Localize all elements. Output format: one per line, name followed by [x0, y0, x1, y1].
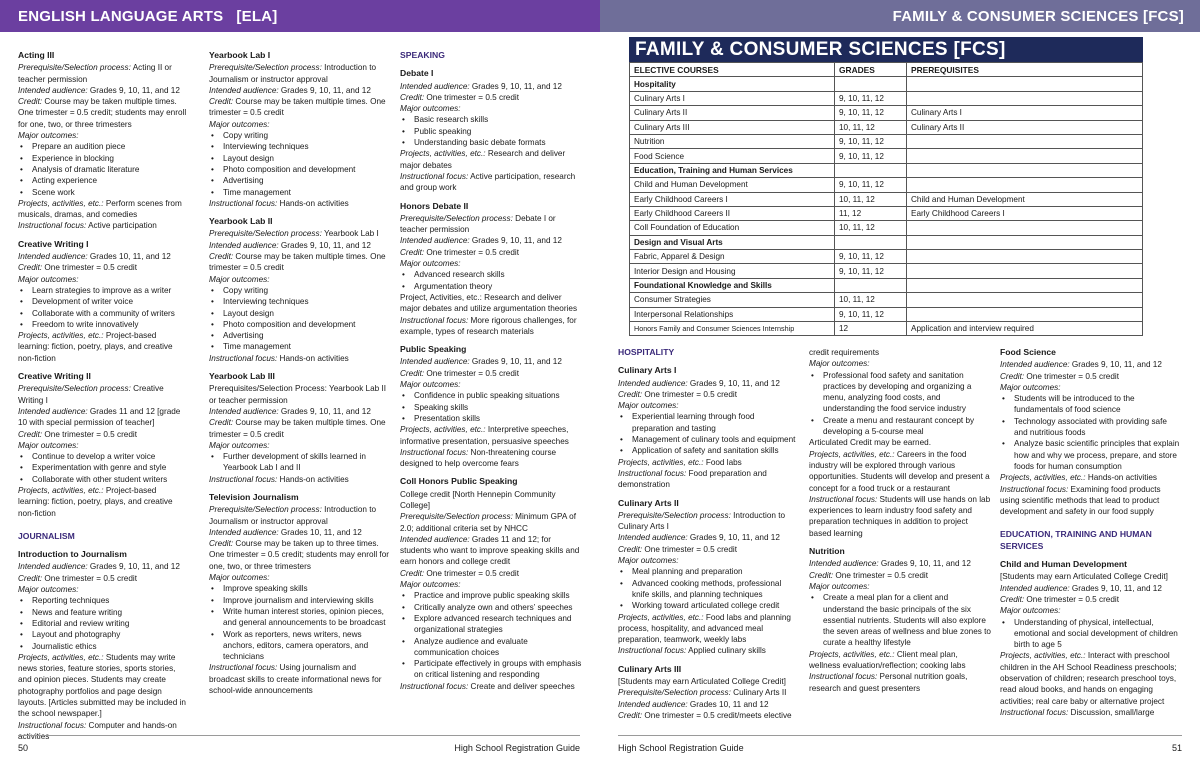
outcome-list — [400, 114, 582, 148]
ela-column-3: SPEAKING Debate I Intended audience: Grades 9, 10, 11, and 12 Credit: One trimester = 0.5 credit Major outcomes: • Basic research skills • Public speaking • Understanding basic debate formats Projects, activities, etc.: Research and deliver major debates Instructional focus: Active participation, research and group work Honors Debate II Prerequisite/Selection process: Debate I or teacher permission Intended audience: Grades 9, 10, 11, and 12 Credit: One trimester = 0.5 credit Major outcomes: • Advanced research skills • Argumentation theory Project, Activities, etc.: Research and deliver major debates and utilize argumentation theories Instructional focus: More rigorous challenges, for example, types of research materials Public Speaking Intended audience: Grades 9, 10, 11, and 12 Credit: One trimester = 0.5 credit Major outcomes: • Confidence in public speaking situations • Speaking skills • Presentation skills Projects, activities, etc.: Interpretive speeches, informative presentation, persuasive speeches Instructional focus: Non-threatening course designed to help overcome fears Coll Honors Public Speaking College credit [North Hennepin Community College] Prerequisite/Selection process: Minimum GPA of 2.0; additional criteria set by NHCC Intended audience: Grades 11 and 12; for students who want to improve speaking skills and earn honors and college credit Credit: One trimester = 0.5 credit Major outcomes: • Practice and improve public speaking skills • Critically analyze own and others’ speeches • Explore advanced research techniques and organizational strategies • Analyze audience and evaluate communication choices • Participate effectively in groups with emphasis on critical listening and responding Instructional focus: Create and deliver speeches — [400, 50, 582, 692]
outcome-list — [209, 130, 389, 198]
fcs-table-body — [630, 77, 1143, 336]
course-title: Creative Writing I — [18, 238, 89, 249]
list-item: • Basic research skills — [400, 114, 582, 125]
course-title: Yearbook Lab I — [209, 50, 271, 60]
list-item: • Layout and photography — [18, 629, 190, 640]
outcome-list — [809, 592, 991, 648]
course-cell: Education, Training and Human Services — [630, 163, 835, 177]
course-cell: Hospitality — [630, 77, 835, 91]
course-cell: Fabric, Apparel & Design — [630, 250, 835, 264]
table-row — [630, 91, 1143, 105]
course-cell: Design and Visual Arts — [630, 235, 835, 249]
table-row — [630, 293, 1143, 307]
page-number: 50 — [18, 742, 29, 753]
course-title: Acting III — [18, 50, 55, 60]
table-row — [630, 322, 1143, 336]
list-item: • Interviewing techniques — [209, 141, 389, 152]
outcome-list — [209, 451, 389, 474]
list-item: • Speaking skills — [400, 402, 582, 413]
course-title: Yearbook Lab III — [209, 371, 275, 382]
list-item: • Experience in blocking — [18, 153, 190, 164]
outcome-list — [1000, 393, 1180, 472]
fcs-course-table-panel — [629, 37, 1143, 336]
grades-cell: 10, 11, 12 — [835, 221, 907, 235]
list-item: • Layout design — [209, 308, 389, 319]
course-title: Coll Honors Public Speaking — [400, 476, 518, 487]
course-title: Culinary Arts I — [618, 365, 677, 376]
list-item: • Presentation skills — [400, 413, 582, 424]
list-item: • Photo composition and development — [209, 319, 389, 330]
list-item: • Freedom to write innovatively — [18, 319, 190, 330]
grades-cell — [835, 278, 907, 292]
list-item: • Management of culinary tools and equipment — [618, 434, 796, 445]
course-title: Nutrition — [809, 546, 845, 557]
footer-guide-title: High School Registration Guide — [618, 742, 744, 753]
table-row — [630, 221, 1143, 235]
table-category-row — [630, 77, 1143, 91]
grades-cell — [835, 77, 907, 91]
list-item: • Further development of skills learned in Yearbook Lab I and II — [209, 451, 389, 474]
list-item: • Interviewing techniques — [209, 296, 389, 307]
outcome-list — [209, 285, 389, 353]
page-number: 51 — [1171, 742, 1182, 753]
grades-cell: 11, 12 — [835, 206, 907, 220]
column-header-prerequisites: PREREQUISITES — [907, 63, 1143, 77]
list-item: • Students will be introduced to the fundamentals of food science — [1000, 393, 1180, 416]
grades-cell: 9, 10, 11, 12 — [835, 178, 907, 192]
course-cell: Culinary Arts I — [630, 91, 835, 105]
fcs-course-table — [629, 62, 1143, 336]
prerequisite-cell: Culinary Arts II — [907, 120, 1143, 134]
fcs-column-1: HOSPITALITY Culinary Arts I Intended audience: Grades 9, 10, 11, and 12 Credit: One trimester = 0.5 credit Major outcomes: • Experiential learning through food preparation and tasting • Management of culinary tools and equipment • Application of safety and sanitation skills Projects, activities, etc.: Food labs Instructional focus: Food preparation and demonstration Culinary Arts II Prerequisite/Selection process: Introduction to Culinary Arts I Intended audience: Grades 9, 10, 11, and 12 Credit: One trimester = 0.5 credit Major outcomes: • Meal planning and preparation • Advanced cooking methods, professional knife skills, and planning techniques • Working toward articulated college credit Projects, activities, etc.: Food labs and planning process, hospitality, and advanced meal preparation, teamwork, weekly labs Instructional focus: Applied culinary skills Culinary Arts III [Students may earn Articulated College Credit] Prerequisite/Selection process: Culinary Arts II Intended audience: Grades 10, 11 and 12 Credit: One trimester = 0.5 credit/meets elective — [618, 347, 796, 721]
list-item: • Practice and improve public speaking skills — [400, 590, 582, 601]
list-item: • Advanced cooking methods, professional knife skills, and planning techniques — [618, 578, 796, 601]
course-title: Introduction to Journalism — [18, 549, 127, 560]
table-row — [630, 106, 1143, 120]
course-cell: Honors Family and Consumer Sciences Internship — [630, 322, 835, 336]
course-cell: Consumer Strategies — [630, 293, 835, 307]
table-row — [630, 120, 1143, 134]
prerequisite-cell: Culinary Arts I — [907, 106, 1143, 120]
table-row — [630, 178, 1143, 192]
fcs-table-title: FAMILY & CONSUMER SCIENCES [FCS] — [629, 37, 1143, 62]
list-item: • Experimentation with genre and style — [18, 462, 190, 473]
list-item: • Analyze basic scientific principles that explain how and why we process, prepare, and store foods for human consumption — [1000, 438, 1180, 472]
footer-guide-title: High School Registration Guide — [454, 742, 580, 753]
list-item: • Working toward articulated college credit — [618, 600, 796, 611]
list-item: • Time management — [209, 341, 389, 352]
table-header-row — [630, 63, 1143, 77]
table-category-row — [630, 163, 1143, 177]
list-item: • Photo composition and development — [209, 164, 389, 175]
list-item: • Scene work — [18, 187, 190, 198]
grades-cell — [835, 163, 907, 177]
fcs-column-3: Food Science Intended audience: Grades 9, 10, 11, and 12 Credit: One trimester = 0.5 credit Major outcomes: • Students will be introduced to the fundamentals of food science • Technology associated with providing safe and nutritious foods • Analyze basic scientific principles that explain how and why we process, prepare, and store foods for human consumption Projects, activities, etc.: Hands-on activities Instructional focus: Examining food products using scientific methods that lead to product development and safety in our food supply EDUCATION, TRAINING AND HUMAN SERVICES Child and Human Development [Students may earn Articulated College Credit] Intended audience: Grades 9, 10, 11, and 12 Credit: One trimester = 0.5 credit Major outcomes: • Understanding of physical, intellectual, emotional and social development of children birth to age 5 Projects, activities, etc.: Interact with preschool children in the AH School Readiness preschools; observation of children; research preschool toys, read aloud books, and hands on engaging activities; real care baby or alternative project Instructional focus: Discussion, small/large — [1000, 347, 1180, 718]
course-title: Culinary Arts III — [618, 663, 682, 674]
column-header-grades: GRADES — [835, 63, 907, 77]
course-title: Honors Debate II — [400, 200, 469, 211]
section-heading-hospitality: HOSPITALITY — [618, 347, 675, 357]
list-item: • Public speaking — [400, 126, 582, 137]
table-row — [630, 307, 1143, 321]
prerequisite-cell — [907, 91, 1143, 105]
outcome-list — [18, 451, 190, 485]
list-item: • Write human interest stories, opinion pieces, and general announcements to be broadcast — [209, 606, 389, 629]
list-item: • Technology associated with providing safe and nutritious foods — [1000, 416, 1180, 439]
list-item: • Learn strategies to improve as a writer — [18, 285, 190, 296]
list-item: • Time management — [209, 187, 389, 198]
list-item: • Advanced research skills — [400, 269, 582, 280]
course-cell: Interior Design and Housing — [630, 264, 835, 278]
table-row — [630, 149, 1143, 163]
prerequisite-cell — [907, 293, 1143, 307]
left-page-footer — [18, 735, 580, 755]
list-item: • Advertising — [209, 330, 389, 341]
section-heading-journalism: JOURNALISM — [18, 530, 75, 541]
grades-cell: 9, 10, 11, 12 — [835, 149, 907, 163]
list-item: • Work as reporters, news writers, news anchors, editors, camera operators, and technicians — [209, 629, 389, 663]
grades-cell: 9, 10, 11, 12 — [835, 307, 907, 321]
course-cell: Nutrition — [630, 134, 835, 148]
prerequisite-cell — [907, 149, 1143, 163]
section-heading-speaking: SPEAKING — [400, 50, 445, 60]
grades-cell — [835, 235, 907, 249]
list-item: • Continue to develop a writer voice — [18, 451, 190, 462]
list-item: • Participate effectively in groups with emphasis on critical listening and responding — [400, 658, 582, 681]
grades-cell: 10, 11, 12 — [835, 120, 907, 134]
list-item: • Collaborate with a community of writers — [18, 308, 190, 319]
list-item: • Create a menu and restaurant concept by developing a 5-course meal — [809, 415, 991, 438]
list-item: • Argumentation theory — [400, 281, 582, 292]
prerequisite-cell — [907, 221, 1143, 235]
ela-header-bar — [0, 0, 600, 32]
prerequisite-cell — [907, 278, 1143, 292]
prerequisite-cell — [907, 178, 1143, 192]
list-item: • Analysis of dramatic literature — [18, 164, 190, 175]
course-cell: Early Childhood Careers I — [630, 192, 835, 206]
table-row — [630, 134, 1143, 148]
outcome-list — [18, 141, 190, 197]
course-title: Child and Human Development — [1000, 559, 1128, 570]
fcs-column-2: credit requirements Major outcomes: • Professional food safety and sanitation practices by developing and organizing a menu, analyzing food costs, and understanding the food service industry • Create a menu and restaurant concept by developing a 5-course meal Articulated Credit may be earned. Projects, activities, etc.: Careers in the food industry will be explored through various opportunities. Students will develop and present a concept for a food truck or a restaurant Instructional focus: Students will use hands on lab experiences to learn industry food safety and preparation techniques in addition to project based learning Nutrition Intended audience: Grades 9, 10, 11, and 12 Credit: One trimester = 0.5 credit Major outcomes: • Create a meal plan for a client and understand the basic principals of the six essential nutrients. Students will also explore the seven areas of wellness and blue zones to curate a healthy lifestyle Projects, activities, etc.: Client meal plan, wellness evaluation/reflection; cooking labs Instructional focus: Personal nutrition goals, research and guest presenters — [809, 347, 991, 694]
ela-column-2: Yearbook Lab I Prerequisite/Selection process: Introduction to Journalism or instructor approval Intended audience: Grades 9, 10, 11, and 12 Credit: Course may be taken multiple times. One trimester = 0.5 credit Major outcomes: • Copy writing • Interviewing techniques • Layout design • Photo composition and development • Advertising • Time management Instructional focus: Hands-on activities Yearbook Lab II Prerequisite/Selection process: Yearbook Lab I Intended audience: Grades 9, 10, 11, and 12 Credit: Course may be taken multiple times. One trimester = 0.5 credit Major outcomes: • Copy writing • Interviewing techniques • Layout design • Photo composition and development • Advertising • Time management Instructional focus: Hands-on activities Yearbook Lab III Prerequisites/Selection Process: Yearbook Lab II or teacher permission Intended audience: Grades 9, 10, 11, and 12 Credit: Course may be taken multiple times. One trimester = 0.5 credit Major outcomes: • Further development of skills learned in Yearbook Lab I and II Instructional focus: Hands-on activities Television Journalism Prerequisite/Selection process: Introduction to Journalism or instructor approval Intended audience: Grades 10, 11, and 12 Credit: Course may be taken up to three times. One trimester = 0.5 credit; students may enroll for one, two, or three trimesters Major outcomes: • Improve speaking skills • Improve journalism and interviewing skills • Write human interest stories, opinion pieces, and general announcements to be broadcast • Work as reporters, news writers, news anchors, editors, camera operators, and technicians Instructional focus: Using journalism and broadcast skills to create informational news for school-wide announcements — [209, 50, 389, 696]
grades-cell: 9, 10, 11, 12 — [835, 106, 907, 120]
list-item: • Experiential learning through food preparation and tasting — [618, 411, 796, 434]
prerequisite-cell — [907, 307, 1143, 321]
list-item: • Advertising — [209, 175, 389, 186]
outcome-list — [400, 590, 582, 680]
grades-cell: 9, 10, 11, 12 — [835, 250, 907, 264]
course-title: Debate I — [400, 68, 434, 79]
list-item: • Confidence in public speaking situations — [400, 390, 582, 401]
list-item: • Improve journalism and interviewing skills — [209, 595, 389, 606]
prerequisite-cell — [907, 264, 1143, 278]
course-cell: Culinary Arts II — [630, 106, 835, 120]
table-category-row — [630, 235, 1143, 249]
course-title: Creative Writing II — [18, 371, 91, 382]
list-item: • Explore advanced research techniques and organizational strategies — [400, 613, 582, 636]
list-item: • Understanding of physical, intellectual, emotional and social development of children birth to age 5 — [1000, 617, 1180, 651]
prerequisite-cell — [907, 163, 1143, 177]
grades-cell: 9, 10, 11, 12 — [835, 91, 907, 105]
outcome-list — [1000, 617, 1180, 651]
table-row — [630, 192, 1143, 206]
outcome-list — [809, 370, 991, 438]
list-item: • Layout design — [209, 153, 389, 164]
list-item: • Copy writing — [209, 130, 389, 141]
list-item: • News and feature writing — [18, 607, 190, 618]
list-item: • Create a meal plan for a client and understand the basic principals of the six essential nutrients. Students will also explore the seven areas of wellness and blue zones to curate a healthy lifestyle — [809, 592, 991, 648]
course-cell: Coll Foundation of Education — [630, 221, 835, 235]
right-page-footer — [618, 735, 1182, 755]
outcome-list — [618, 411, 796, 456]
prerequisite-cell — [907, 250, 1143, 264]
section-heading-education: EDUCATION, TRAINING AND HUMAN SERVICES — [1000, 529, 1152, 551]
course-cell: Food Science — [630, 149, 835, 163]
course-title: Food Science — [1000, 347, 1056, 357]
list-item: • Professional food safety and sanitation practices by developing and organizing a menu, analyzing food costs, and understanding the food service industry — [809, 370, 991, 415]
course-title: Television Journalism — [209, 491, 299, 502]
table-row — [630, 264, 1143, 278]
course-title: Culinary Arts II — [618, 497, 679, 508]
prerequisite-cell — [907, 134, 1143, 148]
list-item: • Analyze audience and evaluate communication choices — [400, 636, 582, 659]
list-item: • Critically analyze own and others’ speeches — [400, 602, 582, 613]
course-title: Yearbook Lab II — [209, 216, 273, 227]
list-item: • Editorial and review writing — [18, 618, 190, 629]
list-item: • Reporting techniques — [18, 595, 190, 606]
outcome-list — [18, 595, 190, 651]
prerequisite-cell: Child and Human Development — [907, 192, 1143, 206]
ela-column-1: Acting III Prerequisite/Selection process: Acting II or teacher permission Intended audience: Grades 9, 10, 11, and 12 Credit: Course may be taken multiple times. One trimester = 0.5 credit; students may enroll for one, two, or three trimesters Major outcomes: • Prepare an audition piece • Experience in blocking • Analysis of dramatic literature • Acting experience • Scene work Projects, activities, etc.: Perform scenes from musicals, dramas, and comedies Instructional focus: Active participation Creative Writing I Intended audience: Grades 10, 11, and 12 Credit: One trimester = 0.5 credit Major outcomes: • Learn strategies to improve as a writer • Development of writer voice • Collaborate with a community of writers • Freedom to write innovatively Projects, activities, etc.: Project-based learning: fiction, poetry, plays, and creative non-fiction Creative Writing II Prerequisite/Selection process: Creative Writing I Intended audience: Grades 11 and 12 [grade 10 with special permission of teacher] Credit: One trimester = 0.5 credit Major outcomes: • Continue to develop a writer voice • Experimentation with genre and style • Collaborate with other student writers Projects, activities, etc.: Project-based learning: fiction, poetry, plays, and creative non-fiction JOURNALISM Introduction to Journalism Intended audience: Grades 9, 10, 11, and 12 Credit: One trimester = 0.5 credit Major outcomes: • Reporting techniques • News and feature writing • Editorial and review writing • Layout and photography • Journalistic ethics Projects, activities, etc.: Students may write news stories, feature stories, sports stories, and opinion pieces. Students may create photography portfolios and page design layouts. [Articles submitted may be included in the school newspaper.] Instructional focus: Computer and hands-on activities — [18, 50, 190, 742]
table-category-row — [630, 278, 1143, 292]
list-item: • Collaborate with other student writers — [18, 474, 190, 485]
course-cell: Culinary Arts III — [630, 120, 835, 134]
outcome-list — [400, 390, 582, 424]
course-cell: Child and Human Development — [630, 178, 835, 192]
list-item: • Understanding basic debate formats — [400, 137, 582, 148]
fcs-header-bar — [600, 0, 1200, 32]
list-item: • Application of safety and sanitation skills — [618, 445, 796, 456]
list-item: • Improve speaking skills — [209, 583, 389, 594]
prerequisite-cell: Application and interview required — [907, 322, 1143, 336]
list-item: • Copy writing — [209, 285, 389, 296]
table-row — [630, 206, 1143, 220]
prerequisite-cell — [907, 235, 1143, 249]
list-item: • Meal planning and preparation — [618, 566, 796, 577]
grades-cell: 9, 10, 11, 12 — [835, 264, 907, 278]
list-item: • Journalistic ethics — [18, 641, 190, 652]
fcs-header-title: FAMILY & CONSUMER SCIENCES [FCS] — [892, 7, 1184, 25]
list-item: • Development of writer voice — [18, 296, 190, 307]
course-cell: Foundational Knowledge and Skills — [630, 278, 835, 292]
column-header-courses: ELECTIVE COURSES — [630, 63, 835, 77]
grades-cell: 9, 10, 11, 12 — [835, 134, 907, 148]
table-row — [630, 250, 1143, 264]
outcome-list — [618, 566, 796, 611]
list-item: • Prepare an audition piece — [18, 141, 190, 152]
course-cell: Early Childhood Careers II — [630, 206, 835, 220]
outcome-list — [209, 583, 389, 662]
grades-cell: 10, 11, 12 — [835, 192, 907, 206]
prerequisite-cell — [907, 77, 1143, 91]
prerequisite-cell: Early Childhood Careers I — [907, 206, 1143, 220]
course-title: Public Speaking — [400, 344, 467, 355]
outcome-list — [18, 285, 190, 330]
grades-cell: 10, 11, 12 — [835, 293, 907, 307]
outcome-list — [400, 269, 582, 292]
ela-header-title: ENGLISH LANGUAGE ARTS [ELA] — [18, 7, 278, 25]
list-item: • Acting experience — [18, 175, 190, 186]
course-cell: Interpersonal Relationships — [630, 307, 835, 321]
grades-cell: 12 — [835, 322, 907, 336]
